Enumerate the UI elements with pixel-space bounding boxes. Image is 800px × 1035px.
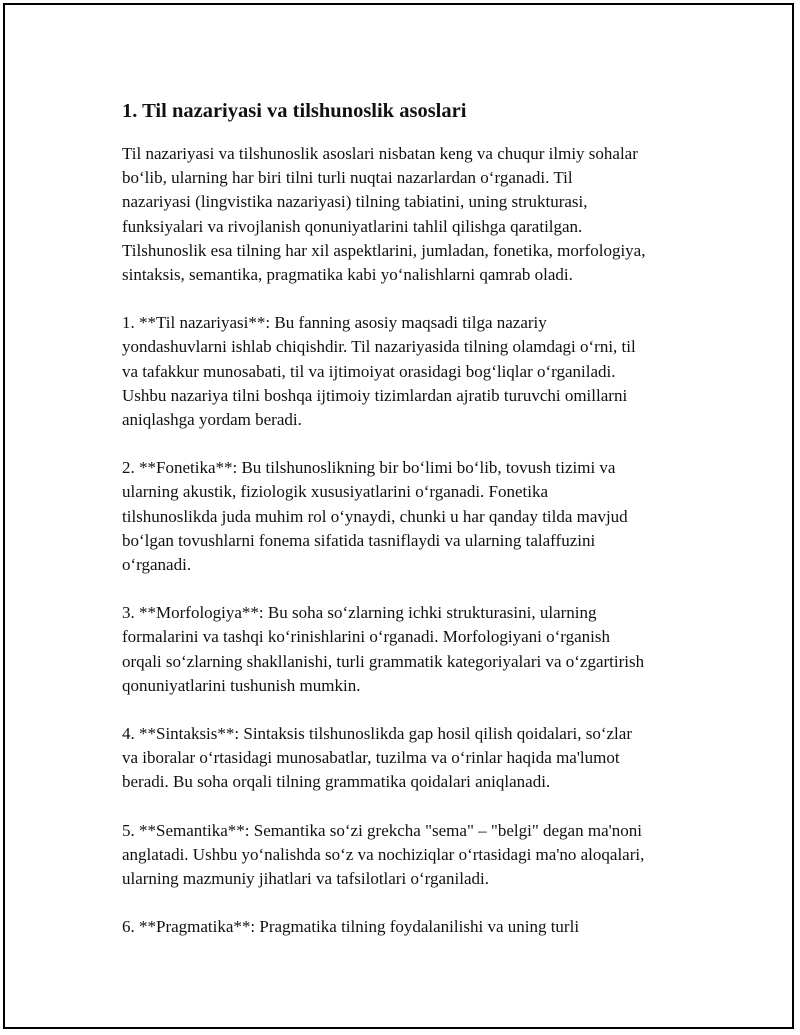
text-line: Ushbu nazariya tilni boshqa ijtimoiy tizimlardan ajratib turuvchi omillarni [122,385,628,405]
section-semantika [122,819,702,892]
text-line: formalarini va tashqi ko‘rinishlarini o‘rganadi. Morfologiyani o‘rganish [122,627,611,647]
section-sintaksis [122,722,702,795]
text-line: o‘rganadi. [122,555,192,575]
text-line: bo‘lgan tovushlarni fonema sifatida tasniflaydi va ularning talaffuzini [122,530,596,550]
text-line: 4. **Sintaksis**: Sintaksis tilshunoslikda gap hosil qilish qoidalari, so‘zlar [122,724,632,744]
document-title: 1. Til nazariyasi va tilshunoslik asoslari [122,100,467,122]
section-til-nazariyasi [122,311,702,432]
intro-paragraph [122,142,702,287]
text-line: va iboralar o‘rtasidagi munosabatlar, tuzilma va o‘rinlar haqida ma'lumot [122,748,620,768]
text-line: 3. **Morfologiya**: Bu soha so‘zlarning ichki strukturasini, ularning [122,603,597,623]
text-line: 6. **Pragmatika**: Pragmatika tilning foydalanilishi va uning turli [122,917,580,937]
text-line: ularning akustik, fiziologik xususiyatlarini o‘rganadi. Fonetika [122,482,549,502]
text-line: tilshunoslikda juda muhim rol o‘ynaydi, chunki u har qanday tilda mavjud [122,506,628,526]
section-morfologiya [122,601,702,698]
text-line: beradi. Bu soha orqali tilning grammatika qoidalari aniqlanadi. [122,772,551,792]
text-line: ularning mazmuniy jihatlari va tafsilotlari o‘rganiladi. [122,869,489,889]
text-line: 2. **Fonetika**: Bu tilshunoslikning bir bo‘limi bo‘lib, tovush tizimi va [122,458,616,478]
text-line: aniqlashga yordam beradi. [122,410,302,430]
text-line: 1. **Til nazariyasi**: Bu fanning asosiy maqsadi tilga nazariy [122,313,547,333]
text-line: nazariyasi (lingvistika nazariyasi) tilning tabiatini, uning strukturasi, [122,192,588,212]
text-line: 5. **Semantika**: Semantika so‘zi grekcha "sema" – "belgi" degan ma'noni [122,820,642,840]
text-line: anglatadi. Ushbu yo‘nalishda so‘z va nochiziqlar o‘rtasidagi ma'no aloqalari, [122,844,645,864]
text-line: funksiyalari va rivojlanish qonuniyatlarini tahlil qilishga qaratilgan. [122,216,583,236]
text-line: yondashuvlarni ishlab chiqishdir. Til nazariyasida tilning olamdagi o‘rni, til [122,337,636,357]
text-line: va tafakkur munosabati, til va ijtimoiyat orasidagi bog‘liqlar o‘rganiladi. [122,361,616,381]
section-pragmatika [122,915,702,939]
section-fonetika [122,456,702,577]
text-line: qonuniyatlarini tushunish mumkin. [122,675,361,695]
text-line: sintaksis, semantika, pragmatika kabi yo‘nalishlarni qamrab oladi. [122,265,573,285]
document-body [122,93,702,963]
text-line: Til nazariyasi va tilshunoslik asoslari nisbatan keng va chuqur ilmiy sohalar [122,144,638,163]
text-line: bo‘lib, ularning har biri tilni turli nuqtai nazarlardan o‘rganadi. Til [122,168,573,188]
text-line: Tilshunoslik esa tilning har xil aspektlarini, jumladan, fonetika, morfologiya, [122,240,646,260]
text-line: orqali so‘zlarning shakllanishi, turli grammatik kategoriyalari va o‘zgartirish [122,651,645,671]
page-frame [3,3,794,1029]
